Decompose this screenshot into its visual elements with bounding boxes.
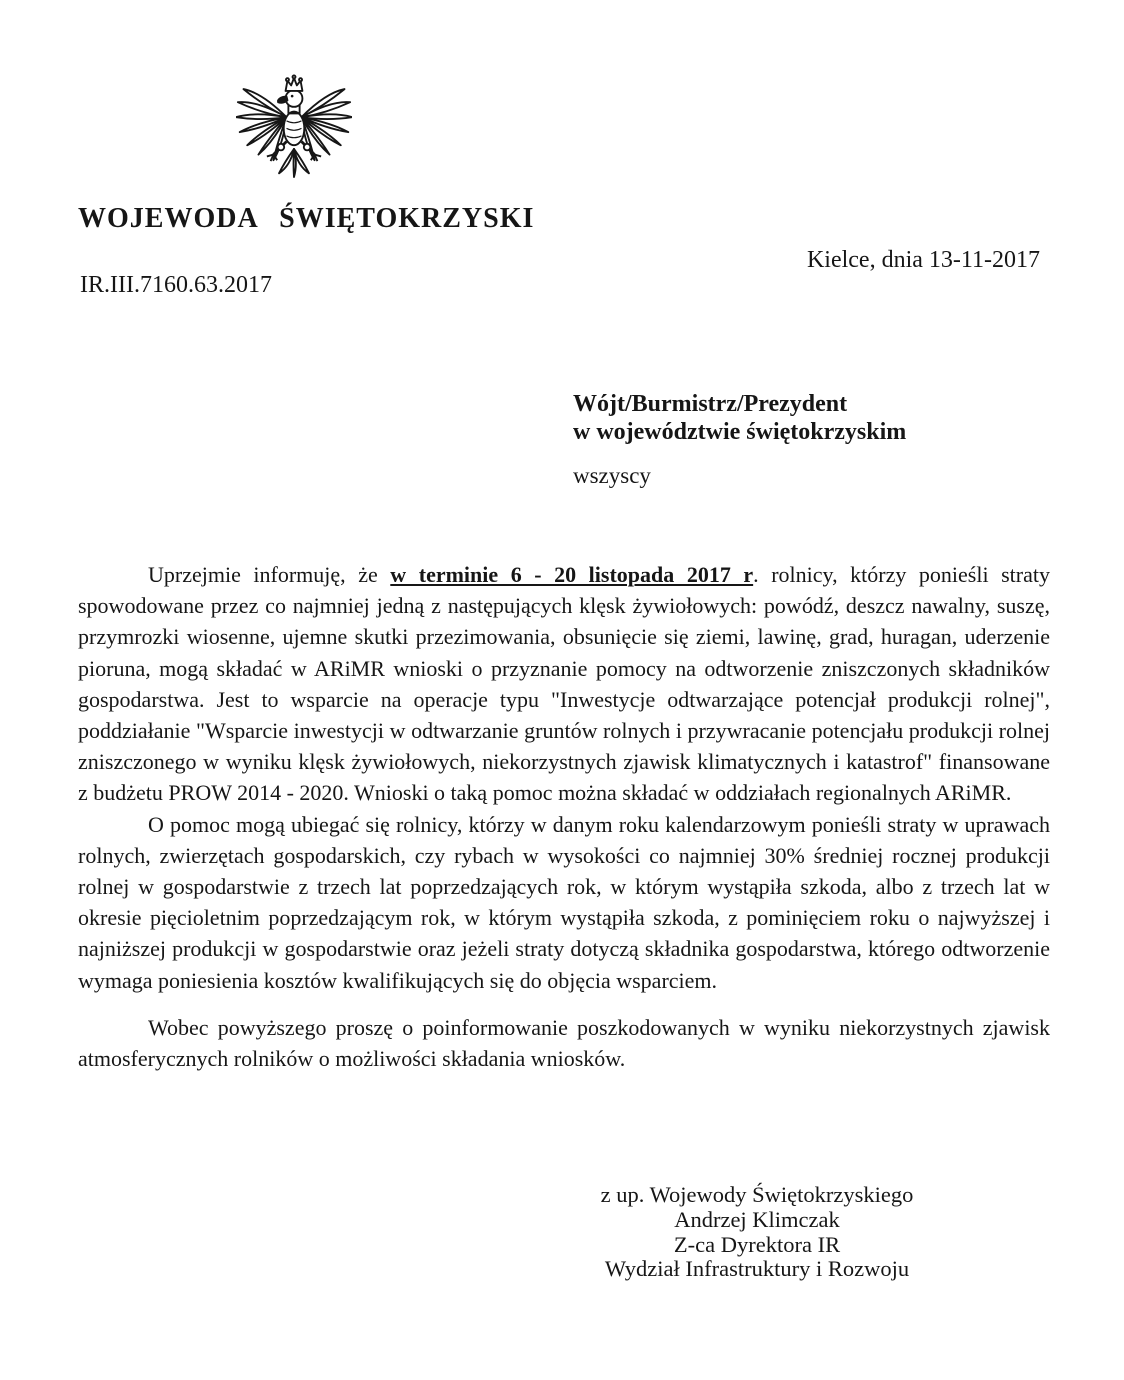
addressee-title: Wójt/Burmistrz/Prezydent: [573, 391, 848, 417]
body-paragraph-1: [78, 559, 1050, 809]
sender-name: WOJEWODA ŚWIĘTOKRZYSKI: [78, 203, 535, 234]
body-paragraph-2: O pomoc mogą ubiegać się rolnicy, którzy w danym roku kalendarzowym ponieśli straty w uprawach rolnych, zwierzętach gospodarskich, czy rybach w wysokości co najmniej 30% średniej rocznej produkcji rolnej w gospodarstwie z trzech lat poprzedzających rok, w którym wystąpiła szkoda, albo z trzech lat w okresie pięcioletnim poprzedzającym rok, w którym wystąpiła szkoda, z pominięciem roku o najwyższej i najniższej produkcji w gospodarstwie oraz jeżeli straty dotyczą składnika gospodarstwa, którego odtworzenie wymaga poniesienia kosztów kwalifikujących się do objęcia wsparciem.: [78, 811, 1050, 993]
reference-number: IR.III.7160.63.2017: [80, 272, 272, 298]
signature-block: [557, 1183, 957, 1282]
signature-department: Wydział Infrastruktury i Rozwoju: [604, 1256, 910, 1282]
signature-name: Andrzej Klimczak: [674, 1206, 840, 1232]
dateline: Kielce, dnia 13-11-2017: [806, 247, 1040, 273]
body-paragraph-3: Wobec powyższego proszę o poinformowanie poszkodowanych w wyniku niekorzystnych zjawisk atmosferycznych rolników o możliwości składania wniosków.: [78, 1014, 1050, 1072]
letter-body: [78, 559, 1050, 1074]
polish-eagle-icon: [236, 72, 352, 196]
addressee-region: w województwie świętokrzyskim: [573, 419, 907, 445]
addressee-block: [573, 390, 906, 446]
addressee-all: wszyscy: [573, 463, 651, 488]
deadline-emphasis: w terminie 6 - 20 listopada 2017 r: [390, 562, 754, 587]
paragraph-1-intro: Uprzejmie informuję, że: [148, 562, 391, 587]
paragraph-1-rest: . rolnicy, którzy ponieśli straty spowodowane przez co najmniej jedną z następujących klęsk żywiołowych: powódź, deszcz nawalny, suszę, przymrozki wiosenne, ujemne skutki przezimowania, obsunięcie się ziemi, lawinę, grad, huragan, uderzenie pioruna, mogą składać w ARiMR wnioski o przyznanie pomocy na odtworzenie zniszczonych składników gospodarstwa. Jest to wsparcie na operacje typu "Inwestycje odtwarzające potencjał produkcji rolnej", poddziałanie "Wsparcie inwestycji w odtwarzanie gruntów rolnych i przywracanie potencjału produkcji rolnej zniszczonego w wyniku klęsk żywiołowych, niekorzystnych zjawisk klimatycznych i katastrof" finansowane z budżetu PROW 2014 - 2020. Wnioski o taką pomoc można składać w oddziałach regionalnych ARiMR.: [78, 562, 1050, 806]
signature-authorization: z up. Wojewody Świętokrzyskiego: [600, 1182, 914, 1207]
signature-position: Z-ca Dyrektora IR: [673, 1231, 841, 1257]
